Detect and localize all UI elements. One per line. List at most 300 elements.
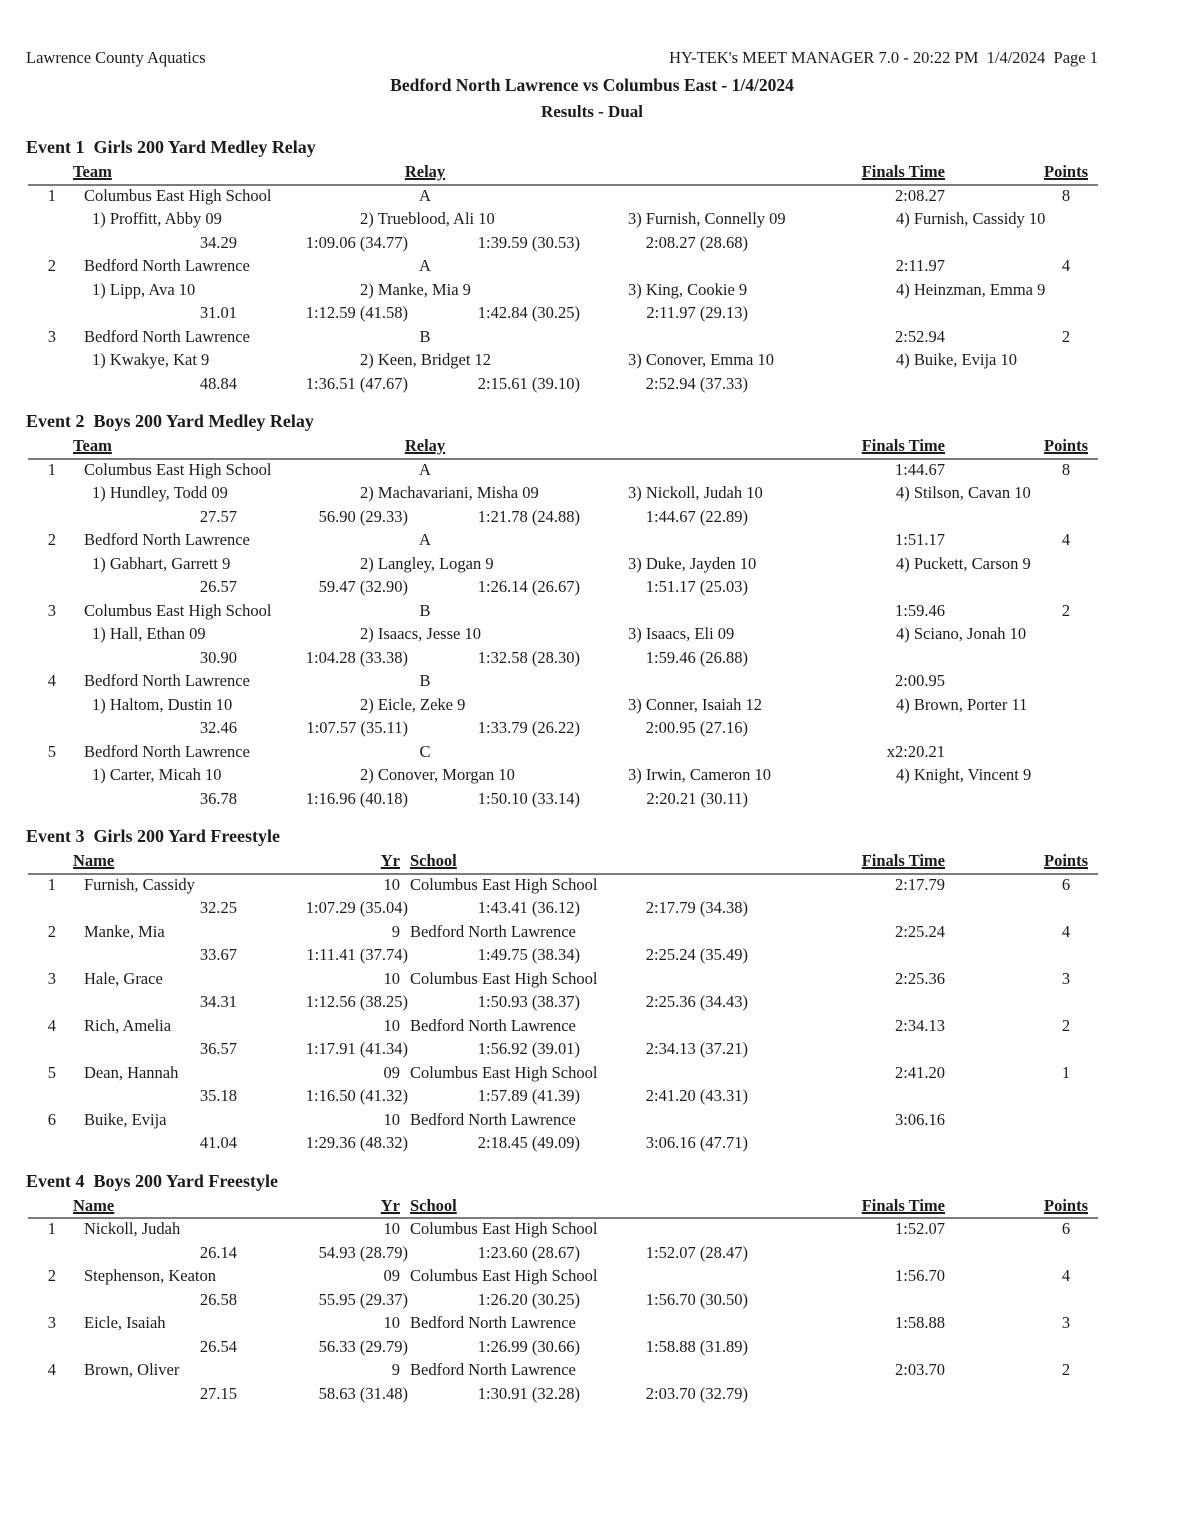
swimmer-4: 4) Puckett, Carson 9 [896, 553, 1031, 573]
swimmer-1: 1) Gabhart, Garrett 9 [92, 553, 231, 573]
team-name: Columbus East High School [84, 459, 272, 479]
split-4: 3:06.16 (47.71) [645, 1133, 748, 1152]
points: 2 [1061, 1360, 1071, 1379]
finals-time: 1:51.17 [895, 530, 945, 549]
split-1: 26.57 [199, 577, 237, 596]
swimmer-name: Furnish, Cassidy [84, 874, 195, 894]
result-main-line [0, 921, 1184, 945]
swimmer-1: 1) Hundley, Todd 09 [92, 483, 228, 502]
relay-swimmers-line [0, 349, 1184, 373]
swimmer-1: 1) Haltom, Dustin 10 [92, 694, 233, 714]
team-name: Bedford North Lawrence [84, 741, 250, 761]
splits-line [0, 302, 1184, 326]
table-header [0, 435, 1184, 459]
split-2: 54.93 (28.79) [318, 1242, 408, 1262]
school-name: Columbus East High School [410, 874, 598, 894]
rank: 5 [47, 1062, 56, 1082]
split-3: 1:57.89 (41.39) [477, 1086, 580, 1105]
result-main-line [0, 185, 1184, 209]
individual-result-entry [0, 1062, 1184, 1109]
points: 2 [1061, 1015, 1071, 1035]
rank: 4 [47, 671, 56, 690]
relay-swimmers-line [0, 764, 1184, 788]
finals-time: 2:11.97 [895, 256, 945, 275]
swimmer-3: 3) Irwin, Cameron 10 [628, 765, 771, 784]
rank: 1 [47, 185, 56, 205]
split-1: 32.25 [199, 898, 237, 917]
split-1: 34.29 [199, 232, 237, 252]
points: 8 [1061, 459, 1071, 479]
column-header-relay: Relay [404, 436, 446, 455]
points: 4 [1061, 1266, 1071, 1285]
finals-time: 2:08.27 [895, 185, 945, 205]
splits-line [0, 1383, 1184, 1407]
finals-time: 2:52.94 [895, 326, 945, 346]
split-3: 1:26.20 (30.25) [477, 1289, 580, 1309]
relay-result-entry [0, 529, 1184, 600]
swimmer-2: 2) Keen, Bridget 12 [360, 350, 492, 369]
rank: 4 [47, 1360, 56, 1379]
school-name: Bedford North Lawrence [410, 1360, 576, 1379]
school-name: Bedford North Lawrence [410, 1109, 576, 1129]
split-4: 2:03.70 (32.79) [645, 1383, 748, 1403]
splits-line [0, 1242, 1184, 1266]
points: 4 [1061, 256, 1071, 275]
team-name: Bedford North Lawrence [84, 530, 250, 549]
points: 2 [1061, 326, 1071, 346]
event-title: Event 1 Girls 200 Yard Medley Relay [26, 137, 316, 157]
points: 3 [1061, 968, 1071, 988]
splits-line [0, 232, 1184, 256]
individual-result-entry [0, 1109, 1184, 1156]
finals-time: x2:20.21 [886, 741, 945, 761]
split-1: 36.78 [199, 788, 237, 808]
column-header-name: Name [73, 851, 115, 870]
result-main-line [0, 326, 1184, 350]
relay-result-entry [0, 741, 1184, 812]
rank: 1 [47, 1219, 56, 1238]
split-1: 31.01 [199, 303, 237, 322]
software-version-timestamp: HY-TEK's MEET MANAGER 7.0 - 20:22 PM 1/4/2024 Page 1 [669, 48, 1098, 67]
swimmer-1: 1) Proffitt, Abby 09 [92, 209, 222, 228]
column-header-points: Points [1043, 162, 1088, 181]
relay-letter: B [419, 326, 431, 346]
relay-letter: A [419, 185, 431, 205]
split-1: 33.67 [199, 945, 237, 964]
points: 1 [1061, 1062, 1071, 1082]
points: 2 [1061, 600, 1071, 620]
column-header-points: Points [1043, 1195, 1088, 1215]
split-1: 26.58 [199, 1289, 237, 1309]
split-2: 56.90 (29.33) [318, 506, 408, 526]
swimmer-year: 10 [383, 968, 400, 988]
relay-result-entry [0, 459, 1184, 530]
swimmer-4: 4) Furnish, Cassidy 10 [896, 209, 1046, 228]
event-table [0, 850, 1184, 1156]
split-2: 1:17.91 (41.34) [305, 1039, 408, 1058]
school-name: Columbus East High School [410, 1266, 598, 1285]
column-header-points: Points [1043, 436, 1088, 455]
relay-swimmers-line [0, 208, 1184, 232]
swimmer-year: 10 [383, 1109, 400, 1129]
individual-result-entry [0, 874, 1184, 921]
event-title: Event 4 Boys 200 Yard Freestyle [26, 1170, 278, 1191]
rank: 5 [47, 741, 56, 761]
split-4: 2:17.79 (34.38) [645, 898, 748, 917]
column-header-finals-time: Finals Time [861, 1195, 945, 1215]
finals-time: 2:03.70 [895, 1360, 945, 1379]
splits-line [0, 1336, 1184, 1360]
swimmer-year: 9 [391, 921, 400, 941]
relay-letter: A [419, 256, 431, 275]
table-header [0, 161, 1184, 185]
split-4: 1:58.88 (31.89) [645, 1336, 748, 1356]
swimmer-4: 4) Heinzman, Emma 9 [896, 279, 1046, 299]
split-2: 1:29.36 (48.32) [305, 1133, 408, 1152]
rank: 1 [47, 874, 56, 894]
result-main-line [0, 1265, 1184, 1289]
split-2: 1:04.28 (33.38) [305, 647, 408, 667]
swimmer-1: 1) Carter, Micah 10 [92, 765, 222, 784]
split-1: 26.14 [199, 1242, 237, 1262]
swimmer-year: 09 [383, 1062, 400, 1082]
school-name: Bedford North Lawrence [410, 921, 576, 941]
finals-time: 2:25.24 [895, 921, 945, 941]
finals-time: 1:58.88 [895, 1313, 945, 1332]
split-3: 2:15.61 (39.10) [477, 373, 580, 393]
individual-result-entry [0, 921, 1184, 968]
table-header [0, 850, 1184, 874]
result-main-line [0, 968, 1184, 992]
school-name: Columbus East High School [410, 1062, 598, 1082]
split-3: 1:23.60 (28.67) [477, 1242, 580, 1262]
swimmer-3: 3) Isaacs, Eli 09 [628, 624, 735, 643]
finals-time: 3:06.16 [895, 1109, 945, 1129]
split-4: 1:44.67 (22.89) [645, 506, 748, 526]
finals-time: 1:56.70 [895, 1266, 945, 1285]
split-3: 1:43.41 (36.12) [477, 898, 580, 917]
splits-line [0, 717, 1184, 741]
splits-line [0, 506, 1184, 530]
rank: 2 [47, 1266, 56, 1285]
event-title: Event 2 Boys 200 Yard Medley Relay [26, 411, 314, 431]
split-1: 26.54 [199, 1336, 237, 1356]
relay-result-entry [0, 600, 1184, 671]
result-main-line [0, 741, 1184, 765]
swimmer-3: 3) Conner, Isaiah 12 [628, 694, 763, 714]
finals-time: 1:52.07 [895, 1219, 945, 1238]
finals-time: 2:00.95 [895, 671, 945, 690]
points: 8 [1061, 185, 1071, 205]
rank: 3 [47, 600, 56, 620]
split-3: 1:50.93 (38.37) [477, 992, 580, 1011]
split-2: 58.63 (31.48) [318, 1383, 408, 1403]
finals-time: 2:34.13 [895, 1015, 945, 1035]
swimmer-3: 3) Duke, Jayden 10 [628, 553, 757, 573]
event-section [0, 826, 1184, 1156]
school-name: Columbus East High School [410, 968, 598, 988]
result-main-line [0, 1062, 1184, 1086]
split-1: 35.18 [199, 1086, 237, 1105]
split-2: 1:09.06 (34.77) [305, 232, 408, 252]
relay-swimmers-line [0, 623, 1184, 647]
result-main-line [0, 1312, 1184, 1336]
points: 3 [1061, 1313, 1071, 1332]
split-3: 1:50.10 (33.14) [477, 788, 580, 808]
splits-line [0, 373, 1184, 397]
rank: 3 [47, 1313, 56, 1332]
finals-time: 2:17.79 [895, 874, 945, 894]
split-4: 2:41.20 (43.31) [645, 1086, 748, 1105]
individual-result-entry [0, 1218, 1184, 1265]
swimmer-name: Buike, Evija [84, 1109, 167, 1129]
event-table [0, 1195, 1184, 1407]
split-3: 2:18.45 (49.09) [477, 1133, 580, 1152]
team-name: Columbus East High School [84, 185, 272, 205]
swimmer-3: 3) Conover, Emma 10 [628, 350, 774, 369]
points: 6 [1061, 1219, 1071, 1238]
split-1: 32.46 [199, 718, 237, 737]
split-3: 1:32.58 (28.30) [477, 647, 580, 667]
individual-result-entry [0, 1015, 1184, 1062]
finals-time: 2:25.36 [895, 968, 945, 988]
rank: 3 [47, 968, 56, 988]
split-4: 2:25.36 (34.43) [645, 992, 748, 1011]
points: 4 [1061, 530, 1071, 549]
swimmer-1: 1) Lipp, Ava 10 [92, 279, 196, 299]
split-3: 1:42.84 (30.25) [477, 303, 580, 322]
rank: 2 [47, 256, 56, 275]
result-main-line [0, 600, 1184, 624]
swimmer-4: 4) Buike, Evija 10 [896, 350, 1017, 369]
swimmer-year: 09 [383, 1266, 400, 1285]
result-main-line [0, 1218, 1184, 1242]
split-2: 55.95 (29.37) [318, 1289, 408, 1309]
result-main-line [0, 1359, 1184, 1383]
column-header-finals-time: Finals Time [861, 851, 945, 870]
result-main-line [0, 1109, 1184, 1133]
swimmer-name: Brown, Oliver [84, 1360, 180, 1379]
swimmer-name: Hale, Grace [84, 968, 163, 988]
split-4: 2:52.94 (37.33) [645, 373, 748, 393]
result-main-line [0, 874, 1184, 898]
relay-swimmers-line [0, 279, 1184, 303]
swimmer-name: Rich, Amelia [84, 1015, 172, 1035]
rank: 3 [47, 326, 56, 346]
swimmer-name: Eicle, Isaiah [84, 1313, 166, 1332]
organization-name: Lawrence County Aquatics [26, 48, 206, 67]
relay-swimmers-line [0, 694, 1184, 718]
swimmer-year: 10 [383, 1219, 400, 1238]
finals-time: 2:41.20 [895, 1062, 945, 1082]
swimmer-name: Nickoll, Judah [84, 1219, 181, 1238]
splits-line [0, 647, 1184, 671]
split-1: 41.04 [199, 1133, 237, 1152]
swimmer-4: 4) Brown, Porter 11 [896, 694, 1028, 714]
swimmer-name: Manke, Mia [84, 921, 165, 941]
points: 4 [1061, 921, 1071, 941]
column-header-name: Name [73, 1195, 115, 1215]
swimmer-2: 2) Eicle, Zeke 9 [360, 694, 466, 714]
rank: 6 [47, 1109, 56, 1129]
results-type: Results - Dual [540, 102, 643, 121]
swimmer-3: 3) King, Cookie 9 [628, 279, 748, 299]
split-2: 1:07.57 (35.11) [306, 718, 408, 737]
events-list [0, 137, 1184, 1406]
column-header-relay: Relay [404, 162, 446, 181]
relay-letter: B [419, 600, 431, 620]
school-name: Bedford North Lawrence [410, 1313, 576, 1332]
splits-line [0, 1289, 1184, 1313]
event-section [0, 137, 1184, 396]
split-4: 1:51.17 (25.03) [645, 577, 748, 596]
split-3: 1:21.78 (24.88) [477, 506, 580, 526]
split-4: 2:08.27 (28.68) [645, 232, 748, 252]
split-1: 27.15 [199, 1383, 237, 1403]
team-name: Columbus East High School [84, 600, 272, 620]
split-2: 1:12.59 (41.58) [305, 303, 408, 322]
splits-line [0, 1038, 1184, 1062]
result-main-line [0, 670, 1184, 694]
swimmer-1: 1) Kwakye, Kat 9 [92, 350, 210, 369]
relay-swimmers-line [0, 553, 1184, 577]
points: 6 [1061, 874, 1071, 894]
relay-letter: C [419, 741, 431, 761]
swimmer-2: 2) Conover, Morgan 10 [360, 765, 515, 784]
event-table [0, 435, 1184, 811]
split-4: 2:34.13 (37.21) [645, 1039, 748, 1058]
result-main-line [0, 255, 1184, 279]
team-name: Bedford North Lawrence [84, 671, 250, 690]
individual-result-entry [0, 1265, 1184, 1312]
column-header-finals-time: Finals Time [861, 436, 945, 455]
split-1: 27.57 [199, 506, 237, 526]
rank: 2 [47, 921, 56, 941]
finals-time: 1:59.46 [895, 600, 945, 620]
relay-result-entry [0, 670, 1184, 741]
relay-letter: A [419, 459, 431, 479]
relay-letter: B [419, 671, 431, 690]
event-section [0, 411, 1184, 811]
split-2: 1:36.51 (47.67) [305, 373, 408, 393]
relay-letter: A [419, 530, 431, 549]
rank: 2 [47, 530, 56, 549]
swimmer-2: 2) Manke, Mia 9 [360, 279, 471, 299]
split-1: 36.57 [199, 1039, 237, 1058]
split-3: 1:33.79 (26.22) [477, 718, 580, 737]
relay-result-entry [0, 255, 1184, 326]
splits-line [0, 788, 1184, 812]
column-header-team: Team [73, 436, 112, 455]
meet-title: Bedford North Lawrence vs Columbus East - 1/4/2024 [390, 75, 794, 95]
split-2: 1:12.56 (38.25) [305, 992, 408, 1011]
school-name: Bedford North Lawrence [410, 1015, 576, 1035]
relay-result-entry [0, 185, 1184, 256]
column-header-team: Team [73, 162, 112, 181]
individual-result-entry [0, 968, 1184, 1015]
swimmer-4: 4) Sciano, Jonah 10 [896, 624, 1027, 643]
rank: 1 [47, 459, 56, 479]
finals-time: 1:44.67 [895, 459, 945, 479]
swimmer-year: 9 [391, 1360, 400, 1379]
swimmer-2: 2) Langley, Logan 9 [360, 553, 494, 573]
split-3: 1:49.75 (38.34) [477, 945, 580, 964]
splits-line [0, 576, 1184, 600]
swimmer-2: 2) Trueblood, Ali 10 [360, 209, 495, 228]
split-4: 1:52.07 (28.47) [645, 1242, 748, 1262]
splits-line [0, 991, 1184, 1015]
split-4: 2:20.21 (30.11) [646, 788, 748, 808]
swimmer-2: 2) Isaacs, Jesse 10 [360, 624, 481, 643]
split-3: 1:56.92 (39.01) [477, 1039, 580, 1058]
splits-line [0, 897, 1184, 921]
swimmer-year: 10 [383, 874, 400, 894]
split-3: 1:39.59 (30.53) [477, 232, 580, 252]
column-header-yr: Yr [380, 1195, 400, 1215]
split-4: 1:59.46 (26.88) [645, 647, 748, 667]
swimmer-4: 4) Knight, Vincent 9 [896, 765, 1032, 784]
relay-swimmers-line [0, 482, 1184, 506]
relay-result-entry [0, 326, 1184, 397]
column-header-finals-time: Finals Time [861, 162, 945, 181]
team-name: Bedford North Lawrence [84, 326, 250, 346]
column-header-school: School [410, 851, 457, 870]
splits-line [0, 1085, 1184, 1109]
split-1: 34.31 [199, 992, 237, 1011]
event-table [0, 161, 1184, 396]
split-3: 1:30.91 (32.28) [477, 1383, 580, 1403]
split-4: 1:56.70 (30.50) [645, 1289, 748, 1309]
split-4: 2:00.95 (27.16) [645, 718, 748, 737]
split-2: 1:16.96 (40.18) [305, 788, 408, 808]
individual-result-entry [0, 1312, 1184, 1359]
splits-line [0, 1132, 1184, 1156]
result-main-line [0, 459, 1184, 483]
split-2: 59.47 (32.90) [318, 577, 408, 596]
table-header [0, 1195, 1184, 1219]
split-4: 2:11.97 (29.13) [646, 303, 748, 322]
swimmer-year: 10 [383, 1313, 400, 1332]
team-name: Bedford North Lawrence [84, 256, 250, 275]
split-2: 1:11.41 (37.74) [306, 945, 408, 964]
individual-result-entry [0, 1359, 1184, 1406]
result-main-line [0, 1015, 1184, 1039]
swimmer-3: 3) Nickoll, Judah 10 [628, 483, 763, 502]
split-2: 1:16.50 (41.32) [305, 1086, 408, 1105]
split-1: 30.90 [199, 647, 237, 667]
split-2: 1:07.29 (35.04) [305, 898, 408, 917]
swimmer-year: 10 [383, 1015, 400, 1035]
swimmer-3: 3) Furnish, Connelly 09 [628, 209, 786, 228]
column-header-school: School [410, 1195, 457, 1215]
result-main-line [0, 529, 1184, 553]
swimmer-name: Stephenson, Keaton [84, 1266, 216, 1285]
swimmer-2: 2) Machavariani, Misha 09 [360, 483, 539, 502]
split-1: 48.84 [199, 373, 237, 393]
swimmer-1: 1) Hall, Ethan 09 [92, 624, 206, 643]
split-2: 56.33 (29.79) [318, 1336, 408, 1356]
swimmer-4: 4) Stilson, Cavan 10 [896, 483, 1031, 502]
page-masthead [0, 0, 1184, 68]
splits-line [0, 944, 1184, 968]
split-3: 1:26.99 (30.66) [477, 1336, 580, 1356]
event-section [0, 1171, 1184, 1407]
swimmer-name: Dean, Hannah [84, 1062, 179, 1082]
split-3: 1:26.14 (26.67) [477, 577, 580, 596]
column-header-yr: Yr [380, 851, 400, 870]
column-header-points: Points [1043, 851, 1088, 870]
rank: 4 [47, 1015, 56, 1035]
